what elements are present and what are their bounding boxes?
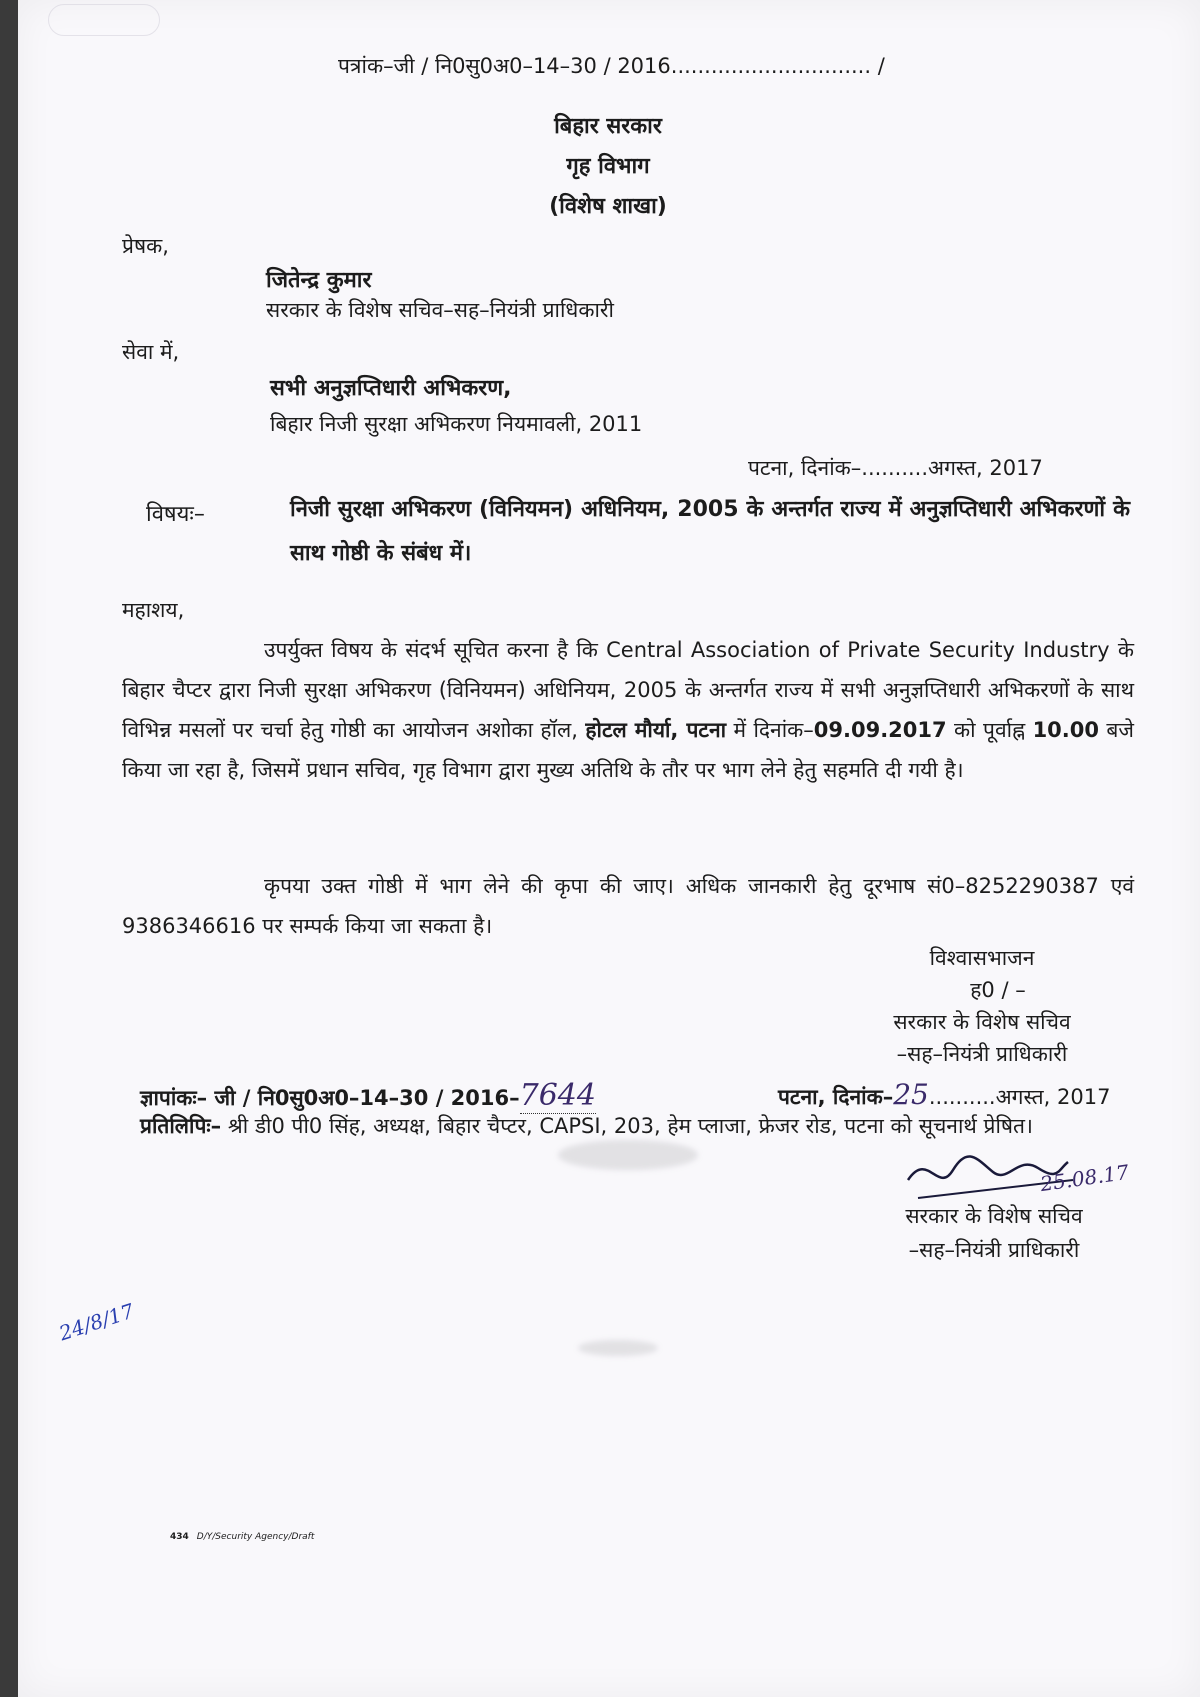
subject-label: विषयः– <box>146 502 205 527</box>
footer-number: 434 <box>170 1532 189 1542</box>
signed-mark: ह0 / – <box>970 978 1026 1002</box>
para2-text: कृपया उक्त गोष्ठी में भाग लेने की कृपा की जाए। अधिक जानकारी हेतु दूरभाष सं0–8252290387 एवं 9386346616 पर सम्पर्क किया जा सकता है। <box>122 874 1134 938</box>
header-department: गृह विभाग <box>566 154 650 179</box>
subject-text: निजी सुरक्षा अभिकरण (विनियमन) अधिनियम, 2005 के अन्तर्गत राज्य में अनुज्ञप्तिधारी अभिकरणों के साथ गोष्ठी के संबंध में। <box>290 497 1130 566</box>
ink-smudge <box>558 1140 698 1170</box>
to-label: सेवा में, <box>122 340 180 364</box>
event-date: 09.09.2017 <box>813 718 947 742</box>
header-government: बिहार सरकार <box>554 114 662 139</box>
signature-date: 25.08.17 <box>1038 1159 1131 1197</box>
closing-word: विश्वासभाजन <box>929 946 1035 970</box>
salutation: महाशय, <box>122 598 185 622</box>
footer-code-text: D/Y/Security Agency/Draft <box>196 1532 315 1542</box>
para1-text-a: उपर्युक्त विषय के संदर्भ सूचित करना है कि Central Association of Private Security Industry के बिहार चैप्टर द्वारा निजी सुरक्षा अभिकरण (विनियमन) अधिनियम, 2005 के अन्तर्गत राज्य में सभी अनुज्ञप्तिधारी अभिकरणों के साथ विभिन्न मसलों पर चर्चा हेतु गोष्ठी का आयोजन अशोका हॉल, <box>122 638 1134 742</box>
final-title-1: सरकार के विशेष सचिव <box>905 1204 1083 1228</box>
closing-title-1: सरकार के विशेष सचिव <box>893 1010 1071 1034</box>
header-branch: (विशेष शाखा) <box>549 194 667 219</box>
faded-stamp-mark <box>48 4 160 36</box>
body-paragraph-1 <box>122 630 1134 790</box>
recipient-subtitle: बिहार निजी सुरक्षा अभिकरण नियमावली, 2011 <box>270 412 643 436</box>
copy-label: प्रतिलिपिः– <box>140 1114 222 1138</box>
sender-name: जितेन्द्र कुमार <box>266 268 372 293</box>
memo-date-suffix: अगस्त, 2017 <box>995 1085 1111 1109</box>
para1-text-c: में दिनांक– <box>733 718 814 742</box>
memo-number-handwritten: 7644 <box>519 1078 596 1113</box>
sender-title: सरकार के विशेष सचिव–सह–नियंत्री प्राधिकारी <box>266 298 614 322</box>
memo-date-day-handwritten: 25 <box>893 1078 929 1111</box>
initial-mark-handwritten: 24/8/17 <box>56 1298 137 1346</box>
print-footer <box>170 1532 314 1542</box>
letter-page <box>18 0 1200 1697</box>
final-title-2: –सह–नियंत्री प्राधिकारी <box>908 1238 1080 1262</box>
venue-hotel: होटल मौर्या, पटना <box>585 718 727 742</box>
event-time: 10.00 <box>1032 718 1099 742</box>
closing-title-2: –सह–नियंत्री प्राधिकारी <box>896 1042 1068 1066</box>
place-date: पटना, दिनांक–..........अगस्त, 2017 <box>748 456 1043 480</box>
body-paragraph-2 <box>122 866 1134 946</box>
para1-text-e: को पूर्वाह्न <box>954 718 1026 742</box>
from-label: प्रेषक, <box>122 234 169 258</box>
copy-text: श्री डी0 पी0 सिंह, अध्यक्ष, बिहार चैप्टर, CAPSI, 203, हेम प्लाजा, फ्रेजर रोड, पटना को सूचनार्थ प्रेषित। <box>227 1114 1033 1138</box>
memo-date-dots: .......... <box>928 1085 996 1109</box>
para1-text-g: बजे किया जा रहा है, जिसमें प्रधान सचिव, गृह विभाग द्वारा मुख्य अतिथि के तौर पर भाग लेने हेतु सहमति दी गयी है। <box>122 718 1134 782</box>
memo-ref-text: ज्ञापांकः– जी / नि0सु0अ0–14–30 / 2016– <box>140 1086 520 1110</box>
reference-number: पत्रांक–जी / नि0सु0अ0–14–30 / 2016.............................. / <box>338 54 885 78</box>
memo-date-prefix: पटना, दिनांक– <box>778 1085 894 1109</box>
ink-smudge <box>578 1340 658 1356</box>
recipient-name: सभी अनुज्ञप्तिधारी अभिकरण, <box>270 376 512 401</box>
